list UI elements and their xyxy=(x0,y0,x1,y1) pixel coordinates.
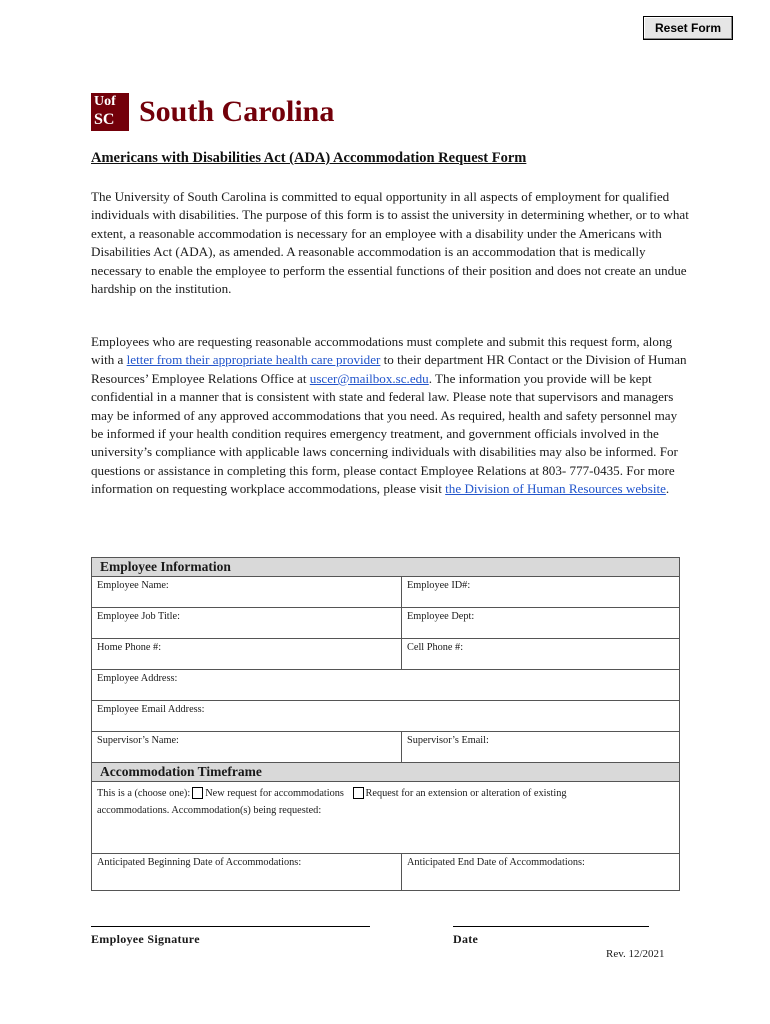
begin-date-field[interactable]: Anticipated Beginning Date of Accommodations: xyxy=(92,854,402,891)
employee-information-table xyxy=(91,557,680,763)
instructions-paragraph xyxy=(91,333,691,499)
accommodations-requested-label: accommodations. Accommodation(s) being requested: xyxy=(97,805,322,816)
accommodation-timeframe-table xyxy=(91,762,680,891)
health-care-letter-link[interactable]: letter from their appropriate health care provider xyxy=(126,352,381,368)
usc-logo-mark xyxy=(91,93,129,131)
cell-phone-field[interactable]: Cell Phone #: xyxy=(402,639,680,670)
logo-mark-line1: Uof xyxy=(94,94,116,109)
date-line[interactable] xyxy=(453,926,649,927)
new-request-checkbox[interactable] xyxy=(192,787,203,799)
end-date-field[interactable]: Anticipated End Date of Accommodations: xyxy=(402,854,680,891)
employee-signature-label: Employee Signature xyxy=(91,932,200,946)
choose-one-label: This is a (choose one): xyxy=(97,788,191,799)
employee-id-field[interactable]: Employee ID#: xyxy=(402,577,680,608)
form-title: Americans with Disabilities Act (ADA) Accommodation Request Form xyxy=(91,150,527,166)
employee-dept-field[interactable]: Employee Dept: xyxy=(402,608,680,639)
employee-name-field[interactable]: Employee Name: xyxy=(92,577,402,608)
new-request-label: New request for accommodations xyxy=(205,788,344,799)
hr-website-link[interactable]: the Division of Human Resources website xyxy=(445,481,666,497)
instructions-text-2: to their department HR Contact or the Division of Human Resources’ Employee Relations Office at xyxy=(91,352,687,386)
instructions-text-3: . The information you provide will be kept confidential in a manner that is consistent with state and federal law. Please note that supervisors and managers may be informed of any approved accommodations that you need. As required, health and safety personnel may be informed if your health condition requires emergency treatment, and government officials involved in the university’s compliance with applicable laws concerning individuals with disabilities may also be informed. For questions or assistance in completing this form, please contact Employee Relations at 803- 777-0435. For more information on requesting workplace accommodations, please visit xyxy=(91,370,678,497)
instructions-text-4: . xyxy=(665,481,670,497)
logo-mark-line2: SC xyxy=(94,111,115,128)
supervisor-name-field[interactable]: Supervisor’s Name: xyxy=(92,732,402,763)
employee-information-header: Employee Information xyxy=(92,558,680,577)
date-label: Date xyxy=(453,932,479,946)
revision-note: Rev. 12/2021 xyxy=(606,948,665,960)
employee-signature-line[interactable] xyxy=(91,926,370,927)
accommodation-timeframe-header: Accommodation Timeframe xyxy=(92,763,680,782)
logo-wordmark: South Carolina xyxy=(139,95,335,128)
accommodation-request-field[interactable] xyxy=(92,782,680,854)
home-phone-field[interactable]: Home Phone #: xyxy=(92,639,402,670)
instructions-text-1: Employees who are requesting reasonable accommodations must complete and submit this request form, along with a xyxy=(91,334,673,368)
intro-paragraph: The University of South Carolina is committed to equal opportunity in all aspects of employment for qualified individuals with disabilities. The purpose of this form is to assist the university in determining whether, or to what extent, a reasonable accommodation is necessary for an employee with a disability under the Americans with Disabilities Act (ADA), as amended. A reasonable accommodation is an accommodation that is medically necessary to enable the employee to perform the essential functions of their position and does not create an undue hardship on the institution. xyxy=(91,189,689,297)
usc-logo xyxy=(91,93,334,131)
employee-email-field[interactable]: Employee Email Address: xyxy=(92,701,680,732)
supervisor-email-field[interactable]: Supervisor’s Email: xyxy=(402,732,680,763)
employee-relations-email-link[interactable]: uscer@mailbox.sc.edu xyxy=(309,370,429,386)
reset-form-button[interactable]: Reset Form xyxy=(643,16,733,40)
employee-job-title-field[interactable]: Employee Job Title: xyxy=(92,608,402,639)
extension-request-label: Request for an extension or alteration of existing xyxy=(365,788,567,799)
extension-request-checkbox[interactable] xyxy=(353,787,364,799)
employee-address-field[interactable]: Employee Address: xyxy=(92,670,680,701)
